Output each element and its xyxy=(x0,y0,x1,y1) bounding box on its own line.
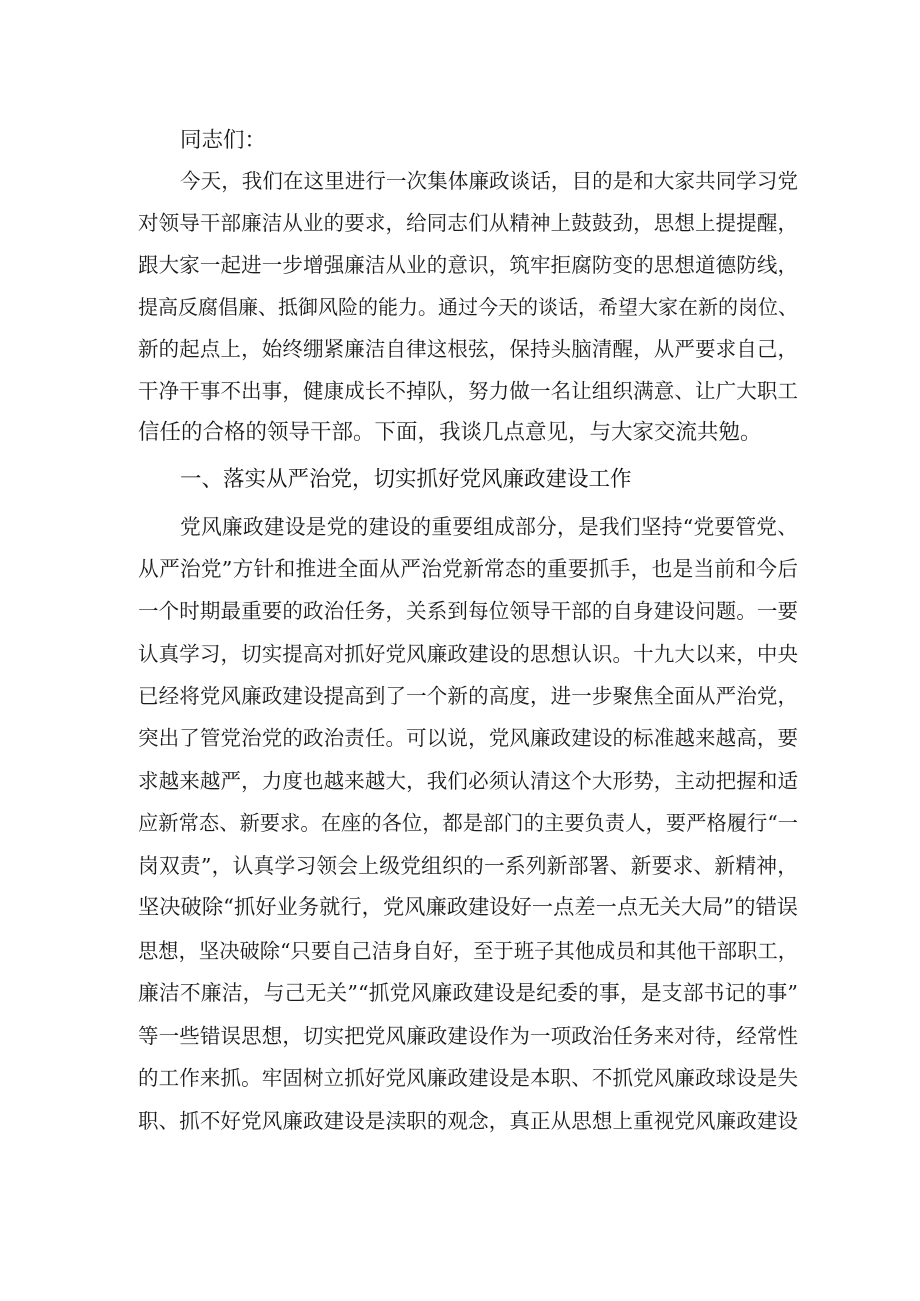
intro-line-4: 提高反腐倡廉、抵御风险的能力。通过今天的谈话，希望大家在新的岗位、 xyxy=(138,295,798,319)
section-1-line-4: 认真学习，切实提高对抓好党风廉政建设的思想认识。十九大以来，中央 xyxy=(138,642,798,666)
intro-line-3: 跟大家一起进一步增强廉洁从业的意识，筑牢拒腐防变的思想道德防线， xyxy=(138,253,798,277)
intro-line-1: 今天，我们在这里进行一次集体廉政谈话，目的是和大家共同学习党 xyxy=(180,169,798,193)
intro-line-7: 信任的合格的领导干部。下面，我谈几点意见，与大家交流共勉。 xyxy=(138,420,762,445)
section-1-line-5: 已经将党风廉政建设提高到了一个新的高度，进一步聚焦全面从严治党， xyxy=(138,684,798,708)
section-1-heading: 一、落实从严治党，切实抓好党风廉政建设工作 xyxy=(180,467,632,492)
section-1-line-9: 岗双责”，认真学习领会上级党组织的一系列新部署、新要求、新精神， xyxy=(138,854,798,878)
section-1-line-12: 廉洁不廉洁，与己无关”“抓党风廉政建设是纪委的事，是支部书记的事” xyxy=(138,981,798,1005)
section-1-line-14: 的工作来抓。牢固树立抓好党风廉政建设是本职、不抓党风廉政球设是失 xyxy=(138,1066,798,1090)
section-1-line-13: 等一些错误思想，切实把党风廉政建设作为一项政治任务来对待，经常性 xyxy=(138,1024,798,1048)
section-1-line-2: 从严治党”方针和推进全面从严治党新常态的重要抓手，也是当前和今后 xyxy=(138,557,798,581)
section-1-line-1: 党风廉政建设是党的建设的重要组成部分，是我们坚持“党要管党、 xyxy=(180,515,798,539)
section-1-line-15: 职、抓不好党风廉政建设是渎职的观念，真正从思想上重视党风廉政建设 xyxy=(138,1109,798,1133)
intro-line-5: 新的起点上，始终绷紧廉洁自律这根弦，保持头脑清醒，从严要求自己， xyxy=(138,337,798,361)
intro-line-6: 干净干事不出事，健康成长不掉队，努力做一名让组织满意、让广大职工 xyxy=(138,379,798,403)
section-1-line-10: 坚决破除“抓好业务就行，党风廉政建设好一点差一点无关大局”的错误 xyxy=(138,895,798,920)
salutation: 同志们： xyxy=(180,128,267,153)
section-1-line-7: 求越来越严，力度也越来越大，我们必须认清这个大形势，主动把握和适 xyxy=(138,769,798,793)
section-1-line-6: 突出了管党治党的政治责任。可以说，党风廉政建设的标准越来越高，要 xyxy=(138,726,798,750)
intro-line-2: 对领导干部廉洁从业的要求，给同志们从精神上鼓鼓劲，思想上提提醒， xyxy=(138,211,798,235)
section-1-line-11: 思想，坚决破除“只要自己洁身自好，至于班子其他成员和其他干部职工， xyxy=(138,939,798,963)
section-1-line-3: 一个时期最重要的政治任务，关系到每位领导干部的自身建设问题。一要 xyxy=(138,599,798,623)
section-1-line-8: 应新常态、新要求。在座的各位，都是部门的主要负责人，要严格履行“一 xyxy=(138,811,798,835)
